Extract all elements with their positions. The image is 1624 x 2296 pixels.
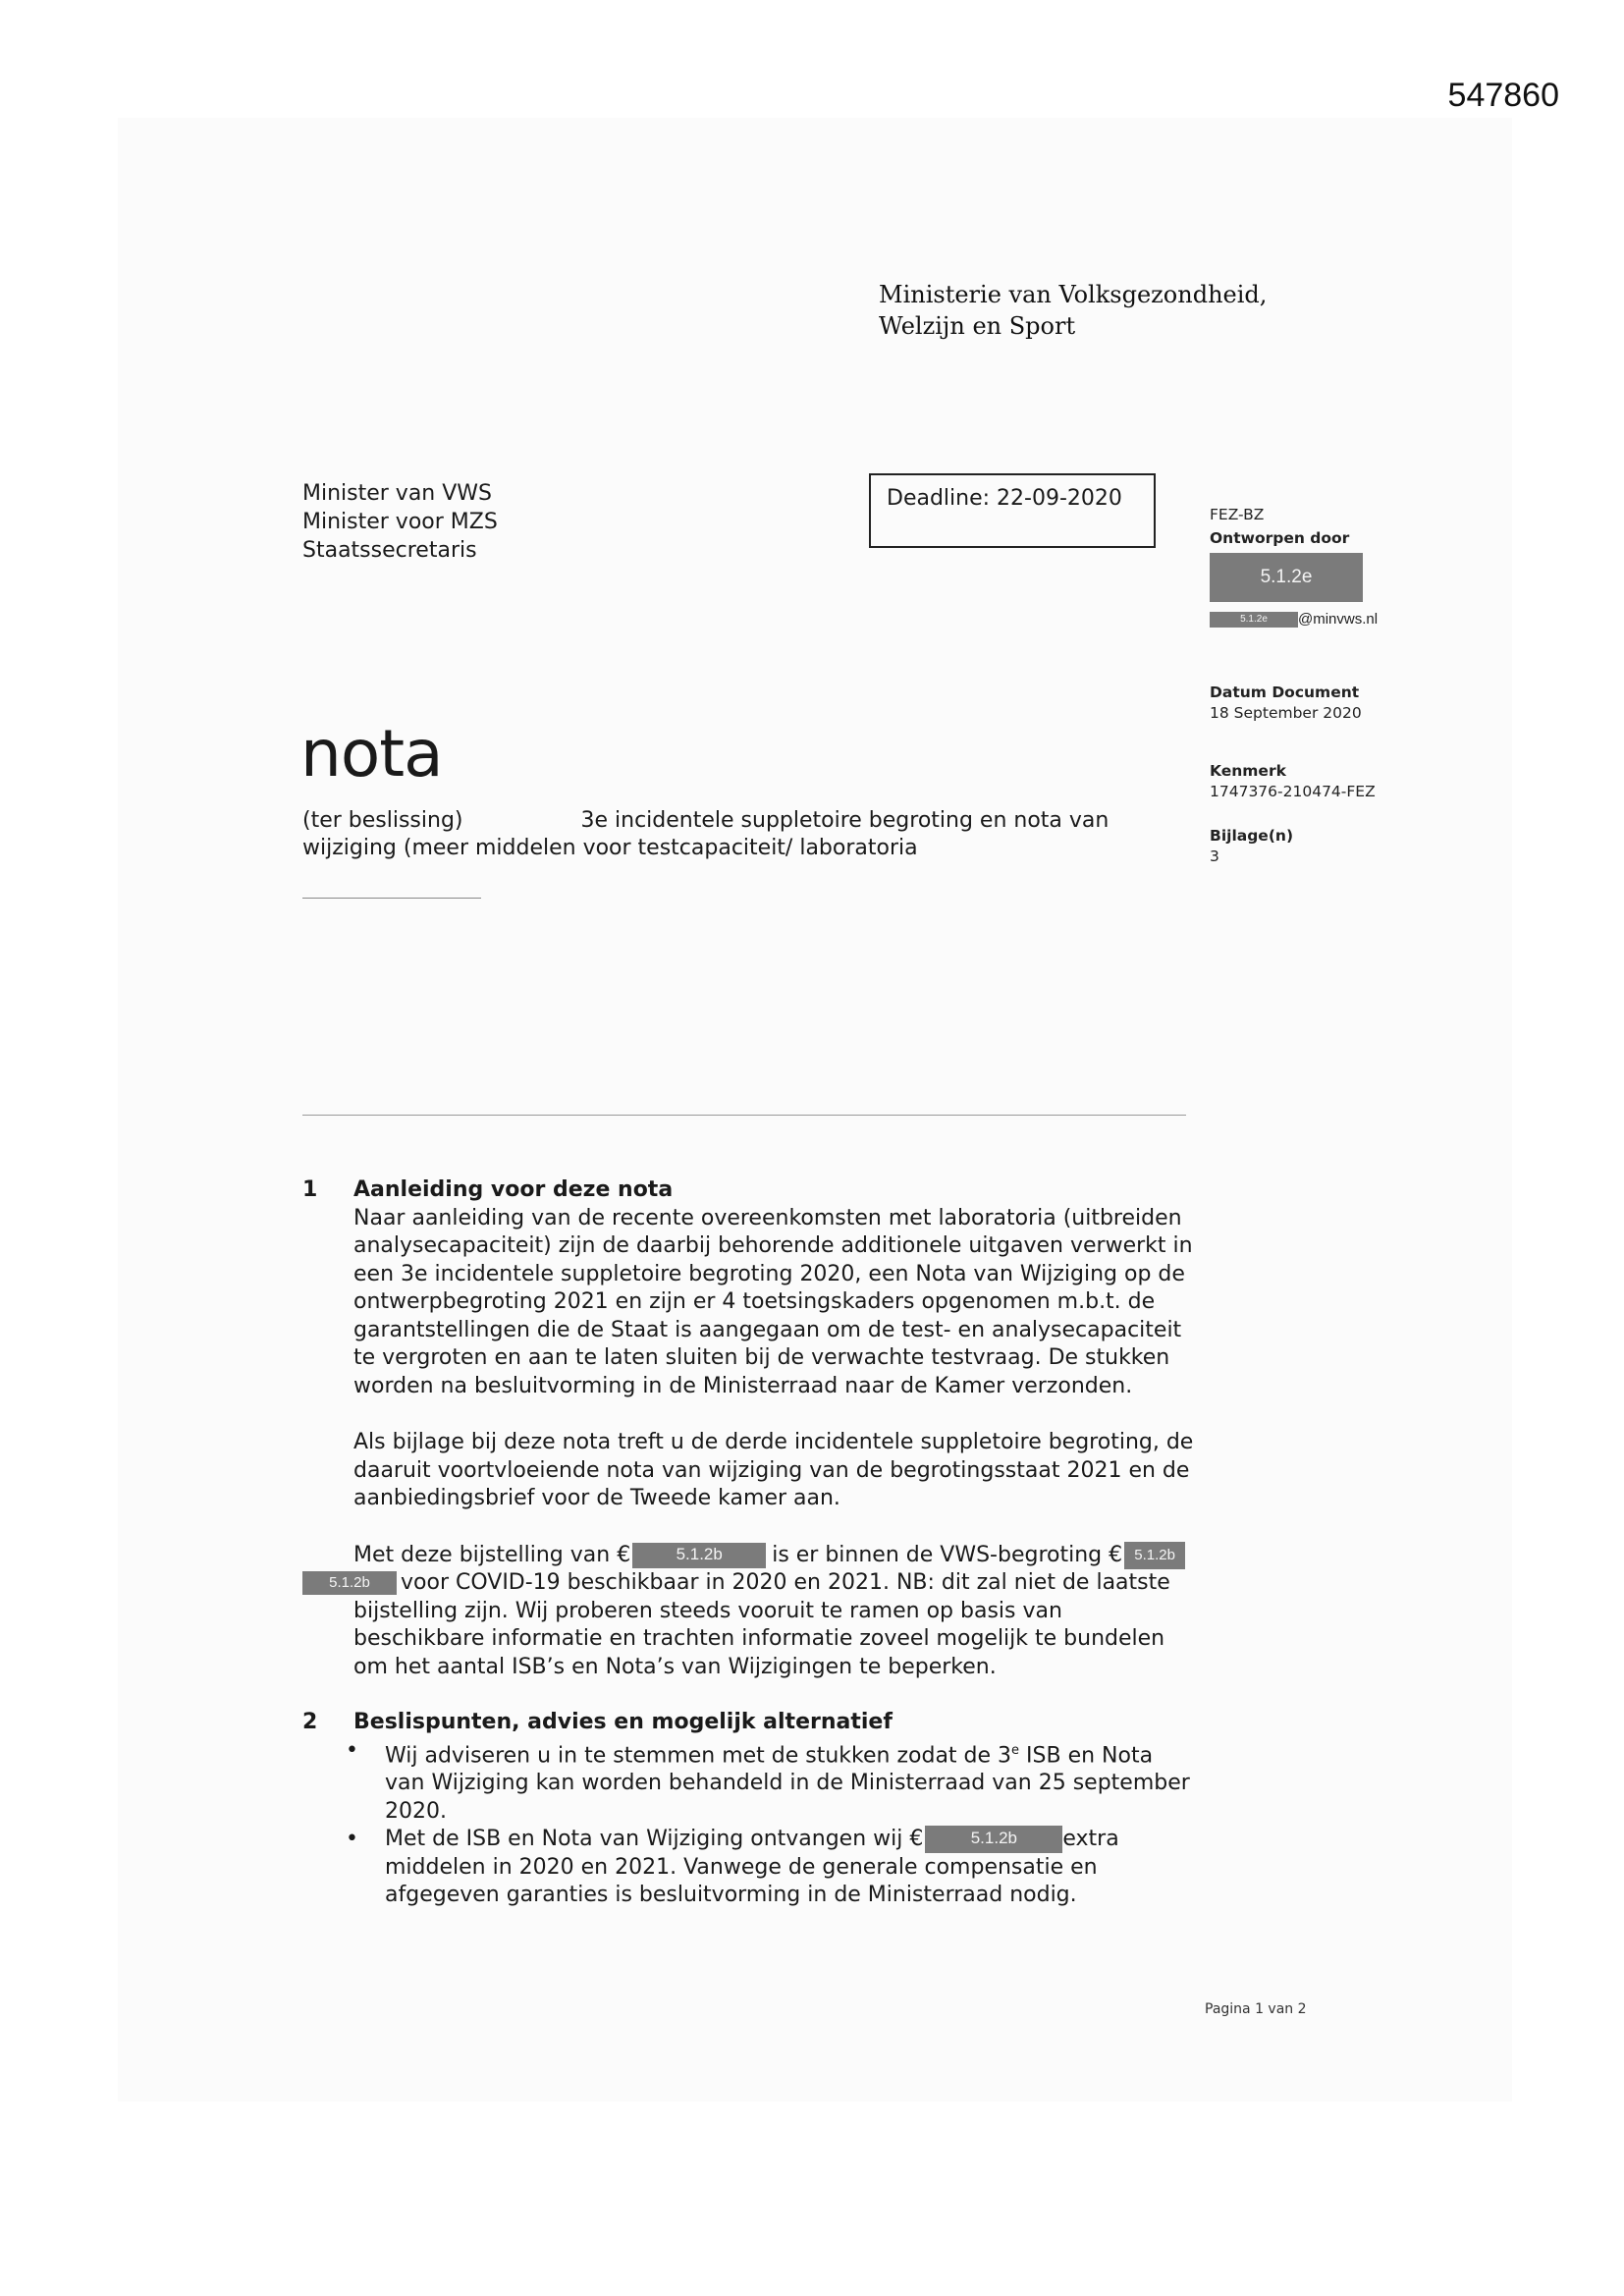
addressee-3: Staatssecretaris — [302, 538, 477, 563]
addressee-1: Minister van VWS — [302, 481, 493, 506]
reference-value: 1747376-210474-FEZ — [1210, 783, 1376, 800]
section-1-number: 1 — [302, 1177, 318, 1202]
subject — [302, 807, 1166, 862]
section-1-paragraph-3: Met deze bijstelling van € 5.1.2b is er binnen de VWS-begroting € 5.1.2b5.1.2b voor COVID-19 beschikbaar in 2020 en 2021. NB: dit zal niet de laatste bijstelling zijn. Wij proberen steeds vooruit te ramen op basis van beschikbare informatie en trachten informatie zoveel mogelijk te bundelen om het aantal ISB’s en Nota’s van Wijzigingen te beperken. — [353, 1542, 1196, 1682]
attachments-label: Bijlage(n) — [1210, 827, 1294, 845]
metadata-sidebar — [1210, 505, 1378, 867]
section-2 — [302, 1709, 1196, 1910]
document-number: 547860 — [1447, 77, 1559, 114]
section-1-heading — [302, 1176, 1196, 1205]
redaction-amount-4: 5.1.2b — [925, 1826, 1062, 1853]
deadline-box: Deadline: 22-09-2020 — [869, 473, 1156, 548]
reference-label: Kenmerk — [1210, 762, 1286, 780]
subject-prefix: (ter beslissing) — [302, 808, 463, 833]
email-redaction: 5.1.2e — [1210, 612, 1298, 628]
subject-line-2: wijziging (meer middelen voor testcapaciteit/ laboratoria — [302, 836, 918, 860]
drafted-by-label: Ontworpen door — [1210, 529, 1350, 547]
ministry-line-1: Ministerie van Volksgezondheid, — [879, 281, 1268, 308]
redaction-amount-2: 5.1.2b — [1124, 1542, 1185, 1569]
attachments-value: 3 — [1210, 847, 1219, 865]
date-label: Datum Document — [1210, 683, 1360, 701]
addressee-block — [302, 479, 498, 565]
subject-line-1: 3e incidentele suppletoire begroting en nota van — [580, 808, 1110, 833]
redaction-amount-1: 5.1.2b — [632, 1543, 766, 1568]
section-1-title: Aanleiding voor deze nota — [353, 1177, 674, 1202]
drafted-by-redaction: 5.1.2e — [1210, 553, 1363, 602]
ministry-line-2: Welzijn en Sport — [879, 312, 1076, 340]
department: FEZ-BZ — [1210, 506, 1265, 523]
decision-point-1: • Wij adviseren u in te stemmen met de stukken zodat de 3e ISB en Nota van Wijziging kan worden behandeld in de Ministerraad van 25 september 2020. — [385, 1737, 1196, 1827]
redaction-amount-3: 5.1.2b — [302, 1571, 397, 1595]
short-divider — [302, 898, 481, 899]
section-1-paragraph-2: Als bijlage bij deze nota treft u de derde incidentele suppletoire begroting, de daaruit voortvloeiende nota van wijziging van de begrotingsstaat 2021 en de aanbiedingsbrief voor de Tweede kamer aan. — [353, 1430, 1194, 1510]
section-1 — [302, 1176, 1196, 1710]
decision-points-list — [302, 1737, 1196, 1910]
long-divider — [302, 1115, 1186, 1116]
email-suffix: @minvws.nl — [1298, 611, 1379, 628]
page-number: Pagina 1 van 2 — [1205, 2001, 1307, 2017]
ministry-name — [879, 279, 1267, 342]
document-title: nota — [300, 716, 443, 792]
addressee-2: Minister voor MZS — [302, 510, 498, 534]
date-value: 18 September 2020 — [1210, 704, 1362, 722]
section-2-title: Beslispunten, advies en mogelijk alternatief — [353, 1710, 893, 1734]
section-2-heading — [302, 1709, 1196, 1737]
section-2-number: 2 — [302, 1710, 318, 1734]
decision-point-2: • Met de ISB en Nota van Wijziging ontvangen wij € 5.1.2b extra middelen in 2020 en 2021. Vanwege de generale compensatie en afgegeven garanties is besluitvorming in de Ministerraad nodig. — [385, 1826, 1196, 1910]
section-1-paragraph-1: Naar aanleiding van de recente overeenkomsten met laboratoria (uitbreiden analysecapaciteit) zijn de daarbij behorende additionele uitgaven verwerkt in een 3e incidentele suppletoire begroting 2020, een Nota van Wijziging op de ontwerpbegroting 2021 en zijn er 4 toetsingskaders opgenomen m.b.t. de garantstellingen die de Staat is aangegaan om de test- en analysecapaciteit te vergroten en aan te laten sluiten bij de verwachte testvraag. De stukken worden na besluitvorming in de Ministerraad naar de Kamer verzonden. — [353, 1205, 1193, 1398]
